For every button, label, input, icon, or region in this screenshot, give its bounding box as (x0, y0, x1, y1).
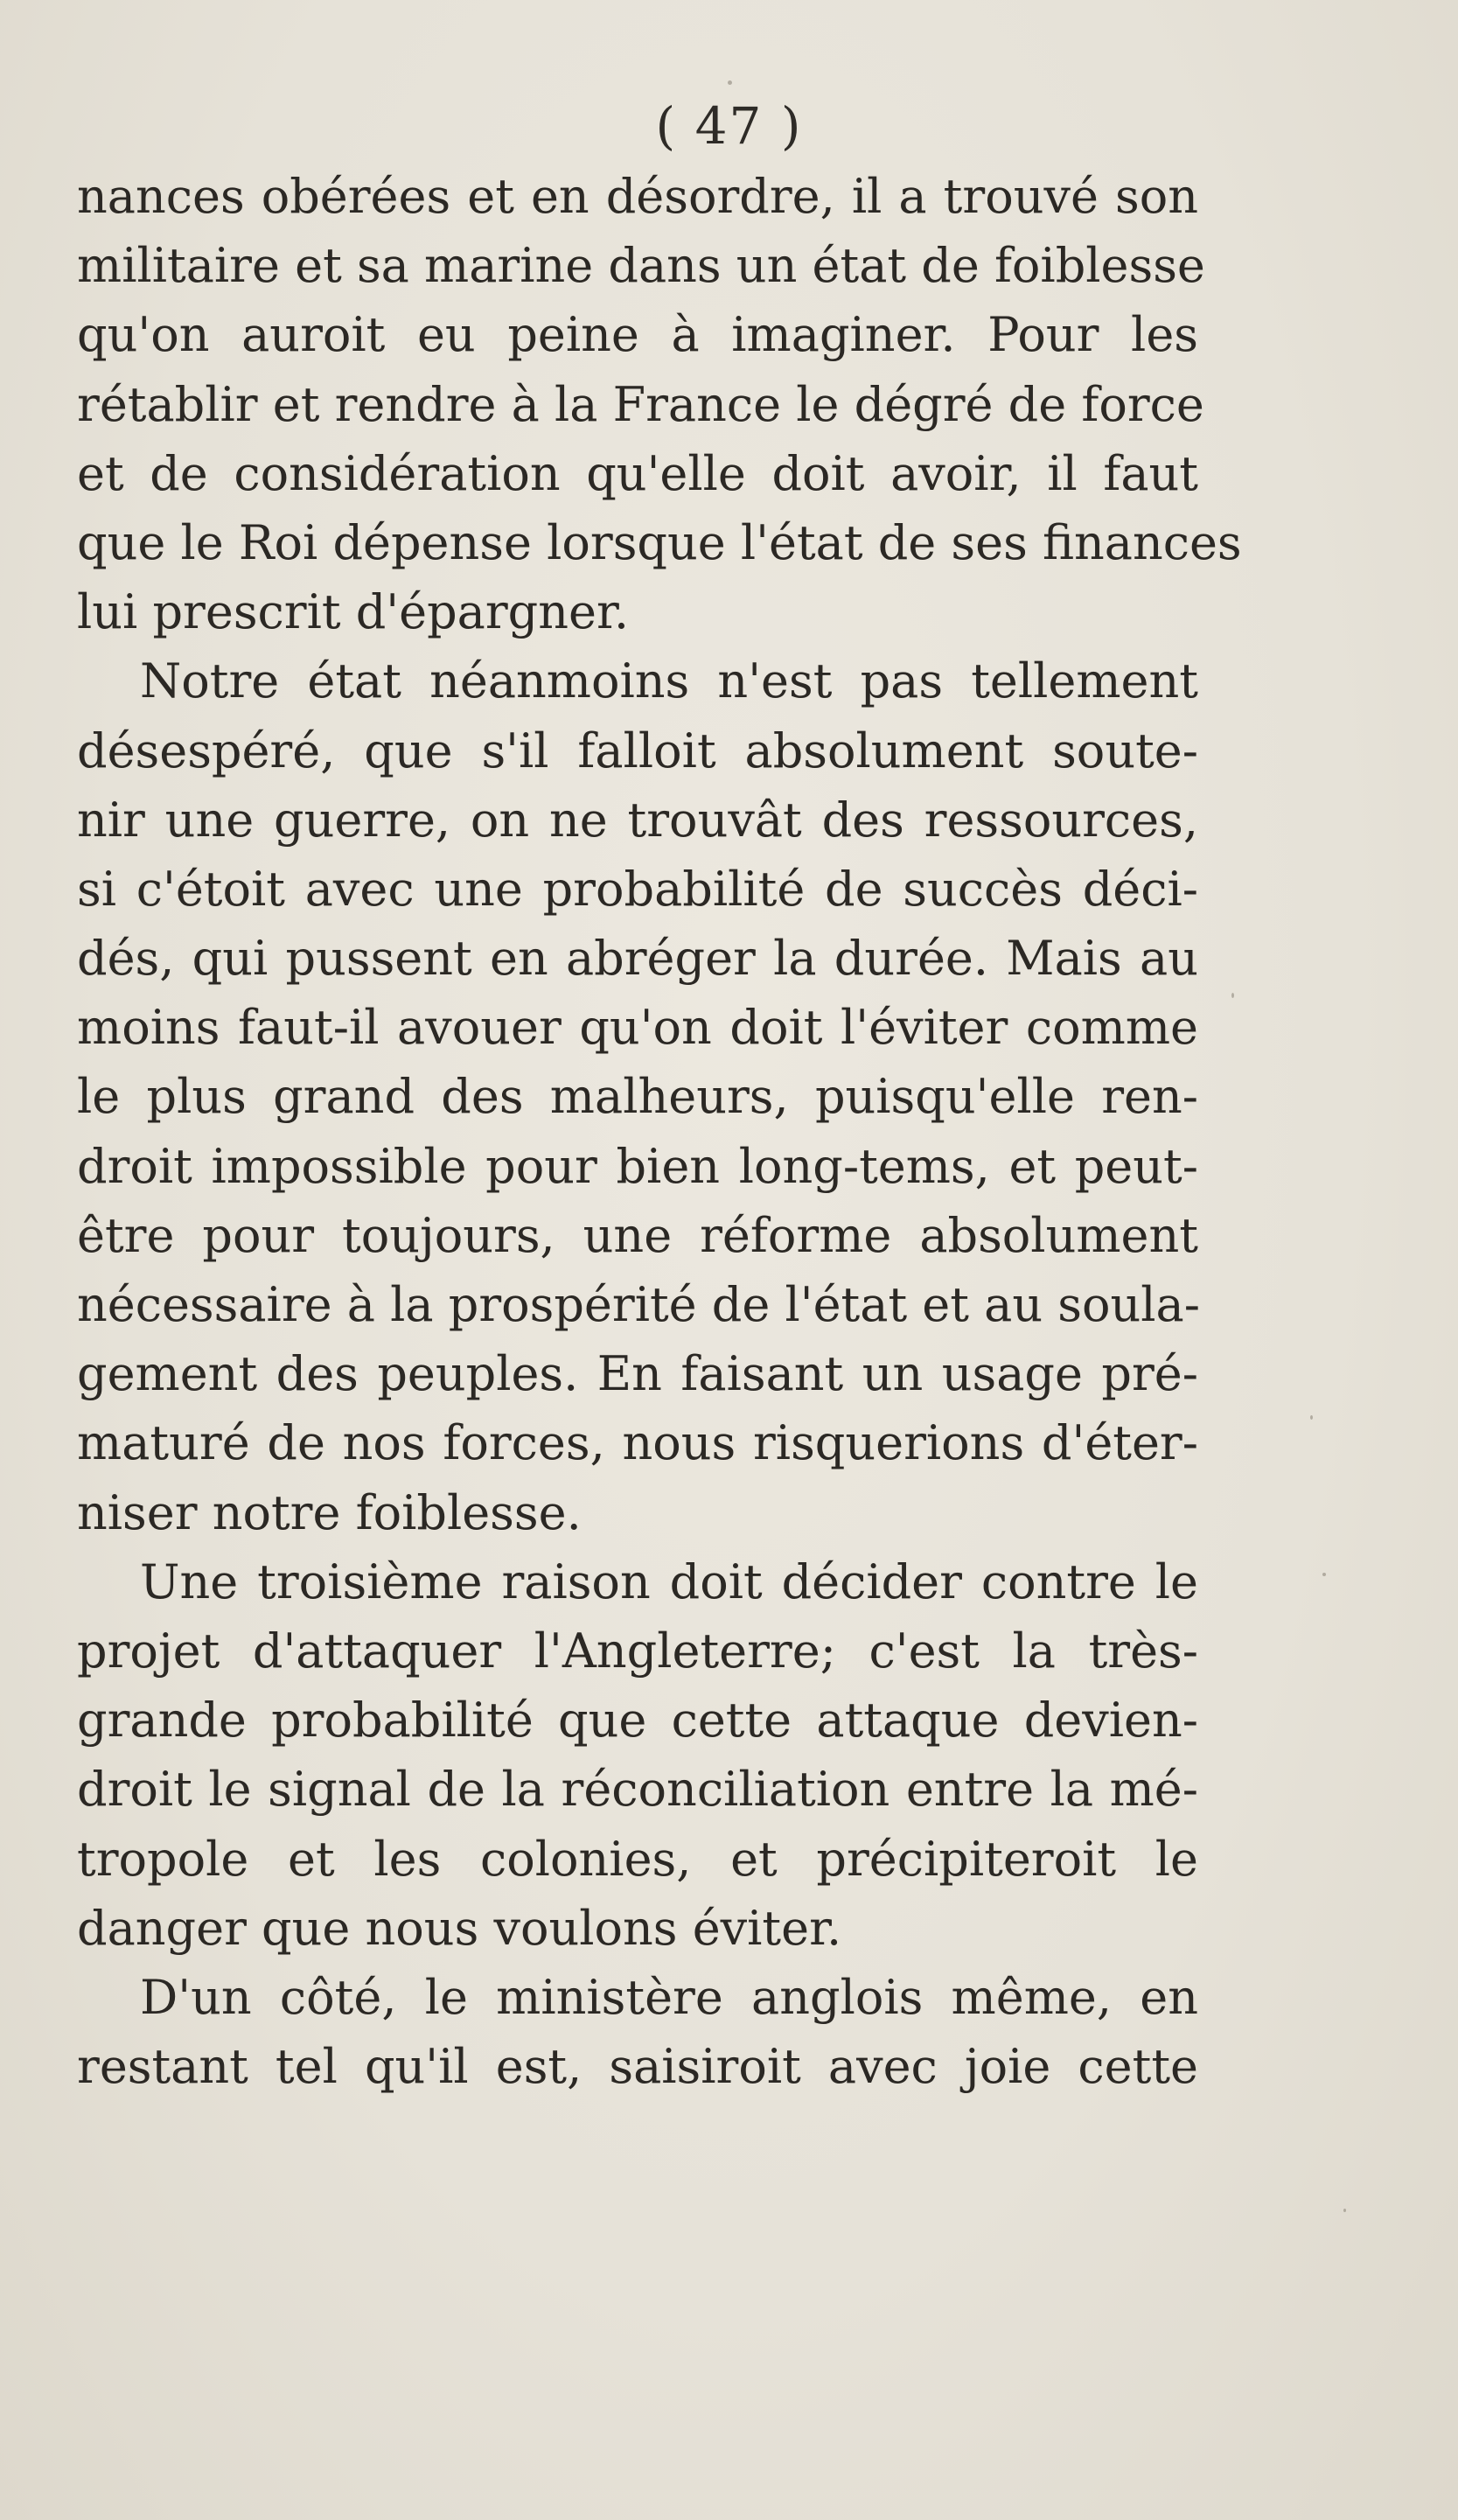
text-line: tropole et les colonies, et précipiteroit le (77, 1831, 1198, 1887)
paragraph-first-line: D'un côté, le ministère anglois même, en (140, 1969, 1198, 2025)
text-line: le plus grand des malheurs, puisqu'elle ren- (77, 1069, 1198, 1125)
text-line: niser notre foiblesse. (77, 1484, 582, 1540)
text-line: moins faut-il avouer qu'on doit l'éviter comme (77, 1000, 1198, 1056)
text-line: nécessaire à la prospérité de l'état et au soula- (77, 1277, 1200, 1332)
text-line: droit le signal de la réconciliation entre la mé- (77, 1762, 1198, 1818)
paragraph-first-line: Une troisième raison doit décider contre le (140, 1553, 1198, 1609)
text-line: être pour toujours, une réforme absolument (77, 1207, 1198, 1263)
text-line: militaire et sa marine dans un état de foiblesse (77, 238, 1205, 294)
text-line: dés, qui pussent en abréger la durée. Mais au (77, 931, 1198, 987)
text-line: droit impossible pour bien long-tems, et peut- (77, 1138, 1198, 1194)
body-text (77, 162, 1242, 2101)
text-line: rétablir et rendre à la France le dégré de force (77, 376, 1204, 432)
text-line: maturé de nos forces, nous risquerions d'éter- (77, 1415, 1198, 1471)
text-line: et de considération qu'elle doit avoir, il faut (77, 445, 1198, 501)
text-line: grande probabilité que cette attaque devien- (77, 1693, 1198, 1749)
text-line: projet d'attaquer l'Angleterre; c'est la très- (77, 1623, 1198, 1679)
text-line: restant tel qu'il est, saisiroit avec joie cette (77, 2039, 1198, 2095)
text-line: gement des peuples. En faisant un usage pré- (77, 1346, 1198, 1402)
text-line: que le Roi dépense lorsque l'état de ses finances (77, 514, 1242, 570)
text-line: si c'étoit avec une probabilité de succès déci- (77, 861, 1198, 917)
text-line: danger que nous voulons éviter. (77, 1900, 842, 1956)
text-line: désespéré, que s'il falloit absolument soute- (77, 722, 1198, 778)
text-line: nances obérées et en désordre, il a trouvé son (77, 169, 1198, 224)
text-line: qu'on auroit eu peine à imaginer. Pour les (77, 307, 1198, 363)
text-line: lui prescrit d'épargner. (77, 584, 630, 640)
text-line: nir une guerre, on ne trouvât des ressources, (77, 792, 1198, 848)
paragraph-first-line: Notre état néanmoins n'est pas tellement (140, 653, 1198, 709)
page-number: ( 47 ) (655, 96, 803, 156)
